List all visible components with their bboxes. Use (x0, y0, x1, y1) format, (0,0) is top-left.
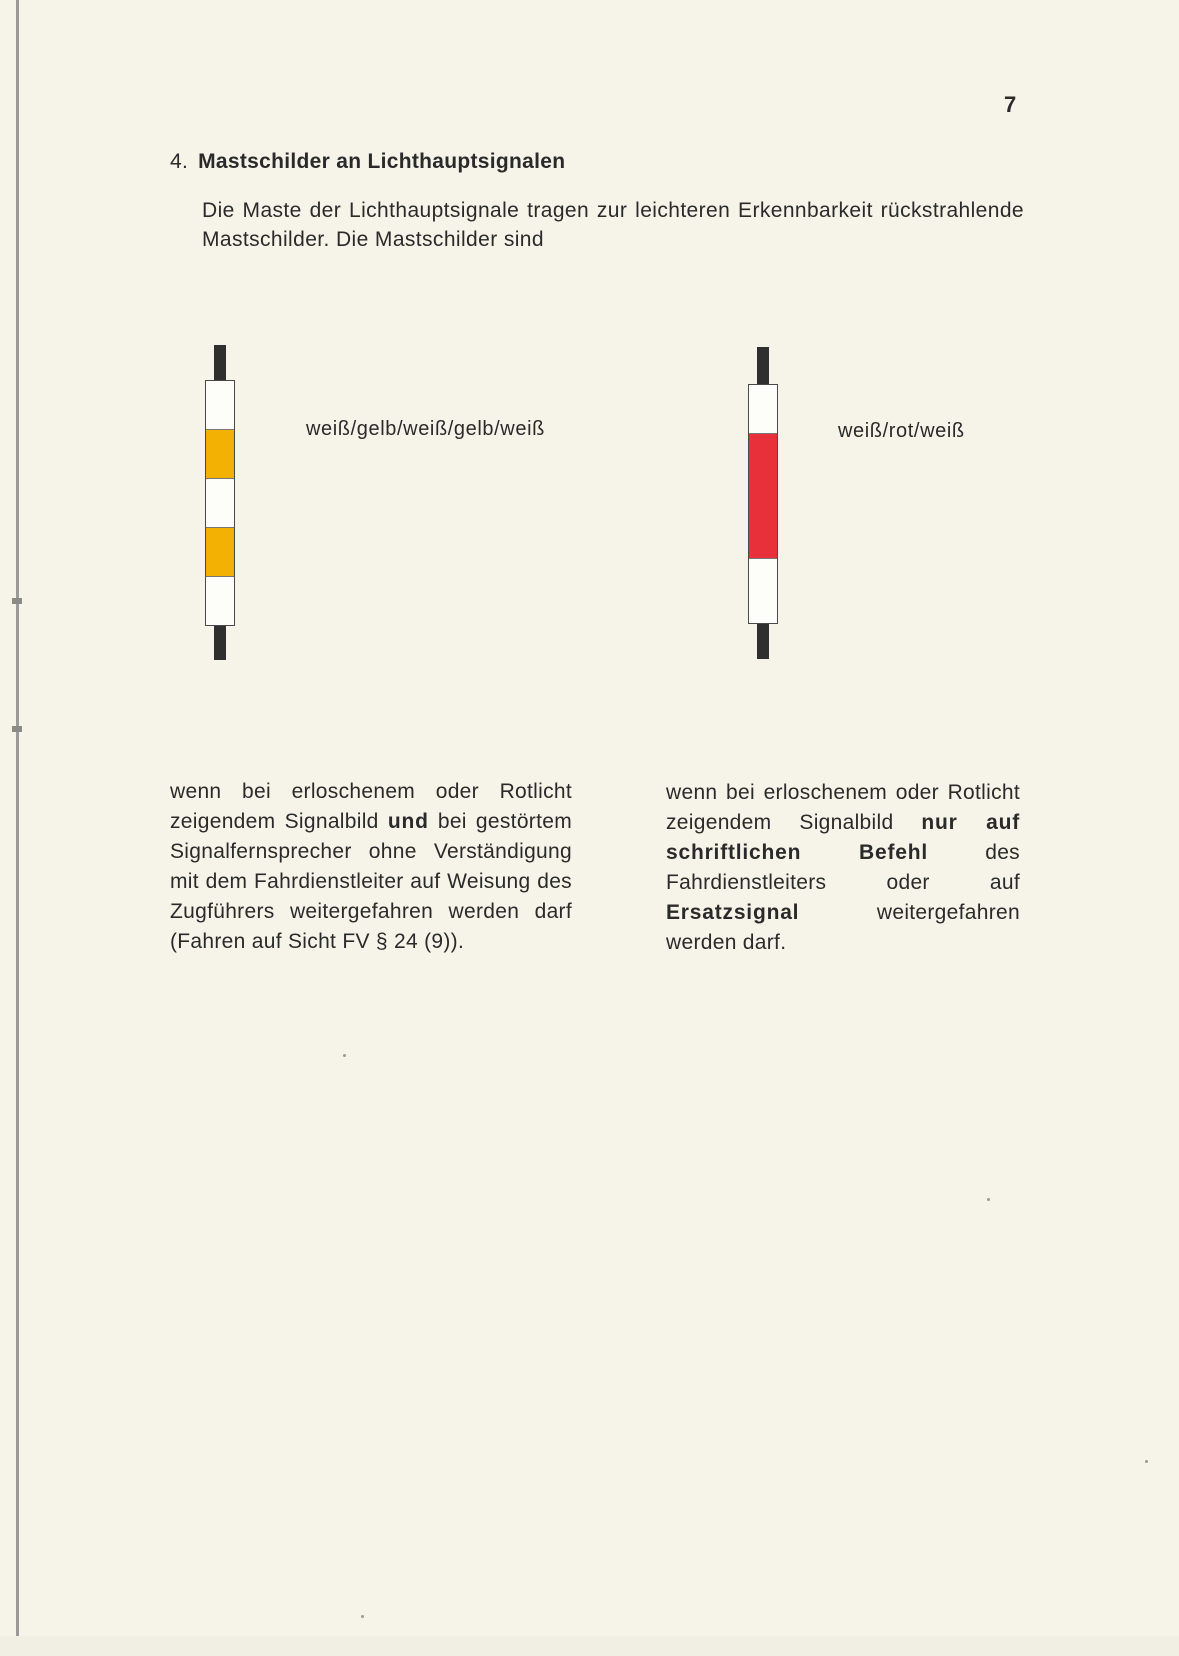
intro-paragraph: Die Maste der Lichthauptsignale tragen zur leichteren Erkennbarkeit rückstrahlende Mastschilder. Die Mastschilder sind (202, 199, 1024, 251)
plate-band (206, 528, 234, 577)
section-title: Mastschilder an Lichthauptsignalen (198, 150, 566, 173)
plate-label-yellow: weiß/gelb/weiß/gelb/weiß (306, 418, 545, 440)
mast-pole-top (757, 347, 769, 384)
staple-mark (12, 726, 22, 732)
mast-plate-yellow-white (205, 345, 235, 660)
mast-plate (748, 384, 778, 624)
emphasis-text: und (387, 810, 429, 833)
body-text: des Fahrdienstleiters oder auf (666, 841, 1020, 894)
page-bottom-edge (0, 1636, 1179, 1656)
plate-label-red: weiß/rot/weiß (838, 420, 965, 442)
staple-mark (12, 598, 22, 604)
plate-band (206, 577, 234, 625)
plate-band (749, 434, 777, 559)
section-heading (170, 150, 565, 174)
plate-band (749, 385, 777, 434)
mast-pole-bottom (214, 626, 226, 660)
plate-band (206, 479, 234, 528)
mast-plate (205, 380, 235, 626)
description-red-plate (666, 778, 1020, 958)
mast-pole-bottom (757, 624, 769, 659)
page-binding-edge (16, 0, 19, 1656)
mast-pole-top (214, 345, 226, 380)
paper-speck (987, 1198, 990, 1201)
page-number: 7 (1004, 92, 1017, 117)
emphasis-text: Ersatzsignal (666, 901, 800, 924)
emphasis-text: nur auf schriftlichen Befehl (666, 811, 1020, 864)
body-text: wenn bei erloschenem oder Rotlicht zeigendem Signalbild (666, 781, 1020, 834)
description-yellow-plate (170, 777, 572, 957)
mast-plate-red-white (748, 347, 778, 659)
plate-band (749, 559, 777, 623)
paper-speck (343, 1054, 346, 1057)
body-text: weitergefahren werden darf. (666, 901, 1020, 954)
paper-speck (1145, 1460, 1148, 1463)
paper-speck (361, 1615, 364, 1618)
body-text: wenn bei erloschenem oder Rotlicht zeigendem Signalbild (170, 780, 572, 833)
section-number: 4. (170, 150, 189, 173)
body-text: bei gestörtem Signalfernsprecher ohne Verständigung mit dem Fahrdienstleiter auf Weisung des Zugführers weitergefahren werden darf (Fahren auf Sicht FV § 24 (9)). (170, 810, 572, 953)
plate-band (206, 381, 234, 430)
plate-band (206, 430, 234, 479)
